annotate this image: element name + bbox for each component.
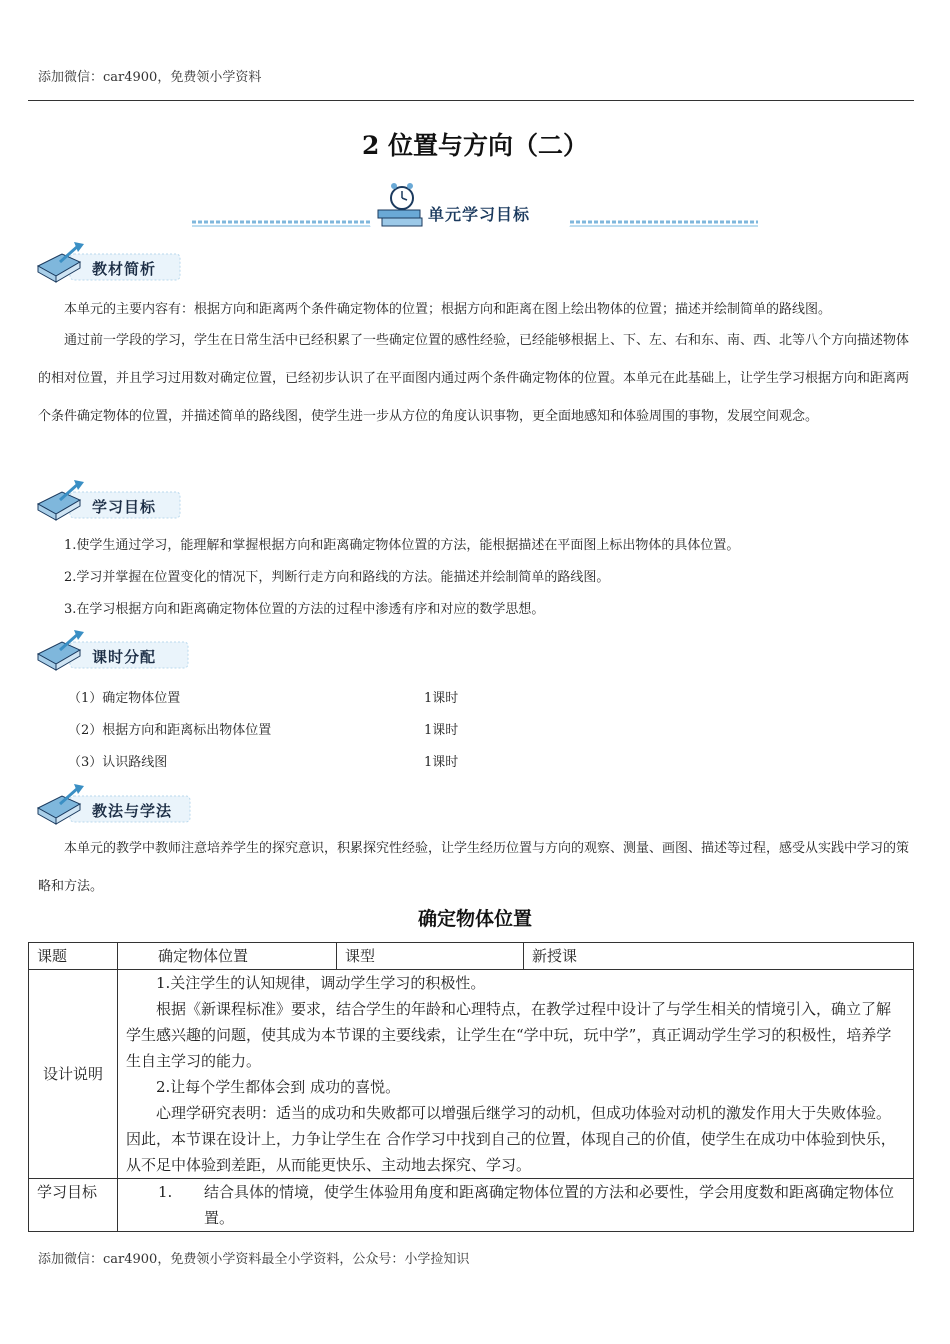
cell-key-goals: 学习目标 <box>29 1179 118 1232</box>
schedule-row-name: （3）认识路线图 <box>68 755 168 770</box>
design-para-2: 根据《新课程标准》要求，结合学生的年龄和心理特点，在教学过程中设计了与学生相关的情境引入，确立了解 学生感兴趣的问题，使其成为本节课的主要线索，让学生在“学中玩，玩中学”，真正调动学生学习的积极性，培养学生自主学习的能力。 <box>126 1000 892 1070</box>
schedule-row-name: （2）根据方向和距离标出物体位置 <box>68 723 272 738</box>
cell-key-topic: 课题 <box>29 943 118 970</box>
footer-note: 添加微信：car4900，免费领小学资料最全小学资料，公众号：小学捡知识 <box>38 1252 470 1267</box>
cell-value-type: 新授课 <box>524 943 914 970</box>
banner-label: 单元学习目标 <box>428 205 531 224</box>
analysis-paragraph-1: 本单元的主要内容有：根据方向和距离两个条件确定物体的位置；根据方向和距离在图上绘出物体的位置；描述并绘制简单的路线图。 <box>64 302 832 317</box>
goal-number: 1. <box>158 1183 173 1201</box>
section-heading-goals <box>34 478 194 526</box>
cell-value-design <box>118 970 914 1179</box>
section-heading-label: 课时分配 <box>92 648 157 666</box>
goal-item-1: 1.使学生通过学习，能理解和掌握根据方向和距离确定物体位置的方法，能根据描述在平面图上标出物体的具体位置。 <box>64 538 740 553</box>
cell-value-goals <box>118 1179 914 1232</box>
section-heading-label: 教材简析 <box>92 260 157 278</box>
page-title: 2 位置与方向（二） <box>361 131 589 160</box>
schedule-row-name: （1）确定物体位置 <box>68 691 181 706</box>
schedule-row-time: 1课时 <box>424 723 459 738</box>
unit-goals-banner <box>192 178 758 230</box>
header-rule <box>28 100 914 101</box>
goal-item-2: 2.学习并掌握在位置变化的情况下，判断行走方向和路线的方法。能描述并绘制简单的路线图。 <box>64 570 610 585</box>
schedule-row-time: 1课时 <box>424 691 459 706</box>
design-para-4: 心理学研究表明：适当的成功和失败都可以增强后继学习的动机，但成功体验对动机的激发作用大于失败体验。因此，本节课在设计上，力争让学生在 合作学习中找到自己的位置，体现自己的价值，使学生在成功中体验到快乐，从不足中体验到差距，从而能更快乐、主动地去探究、学习。 <box>126 1104 896 1174</box>
lesson-title: 确定物体位置 <box>417 908 532 930</box>
section-heading-analysis <box>34 240 194 288</box>
section-heading-label: 学习目标 <box>92 498 157 516</box>
cell-value-topic: 确定物体位置 <box>118 943 337 970</box>
cell-key-design: 设计说明 <box>29 970 118 1179</box>
goal-item-3: 3.在学习根据方向和距离确定物体位置的方法的过程中渗透有序和对应的数学思想。 <box>64 602 545 617</box>
goal-text: 结合具体的情境，使学生体验用角度和距离确定物体位置的方法和必要性，学会用度数和距离确定物体位置。 <box>204 1183 895 1227</box>
analysis-paragraph-2: 通过前一学段的学习，学生在日常生活中已经积累了一些确定位置的感性经验，已经能够根据上、下、左、右和东、南、西、北等八个方向描述物体的相对位置，并且学习过用数对确定位置，已经初步认识了在平面图内通过两个条件确定物体的位置。本单元在此基础上，让学生学习根据方向和距离两个条件确定物体的位置，并描述简单的路线图，使学生进一步从方位的角度认识事物，更全面地感知和体验周围的事物，发展空间观念。 <box>38 333 910 424</box>
section-heading-methods <box>34 782 194 830</box>
design-para-1: 1.关注学生的认知规律，调动学生学习的积极性。 <box>156 974 486 992</box>
schedule-row-time: 1课时 <box>424 755 459 770</box>
lesson-table <box>28 942 914 1232</box>
section-heading-schedule <box>34 628 194 676</box>
cell-key-type: 课型 <box>337 943 524 970</box>
section-heading-label: 教法与学法 <box>92 802 173 820</box>
header-note: 添加微信：car4900，免费领小学资料 <box>38 70 262 85</box>
methods-paragraph: 本单元的教学中教师注意培养学生的探究意识，积累探究性经验，让学生经历位置与方向的观察、测量、画图、描述等过程，感受从实践中学习的策略和方法。 <box>38 841 910 894</box>
clock-books-icon <box>378 183 422 226</box>
design-para-3: 2.让每个学生都体会到 成功的喜悦。 <box>156 1078 401 1096</box>
